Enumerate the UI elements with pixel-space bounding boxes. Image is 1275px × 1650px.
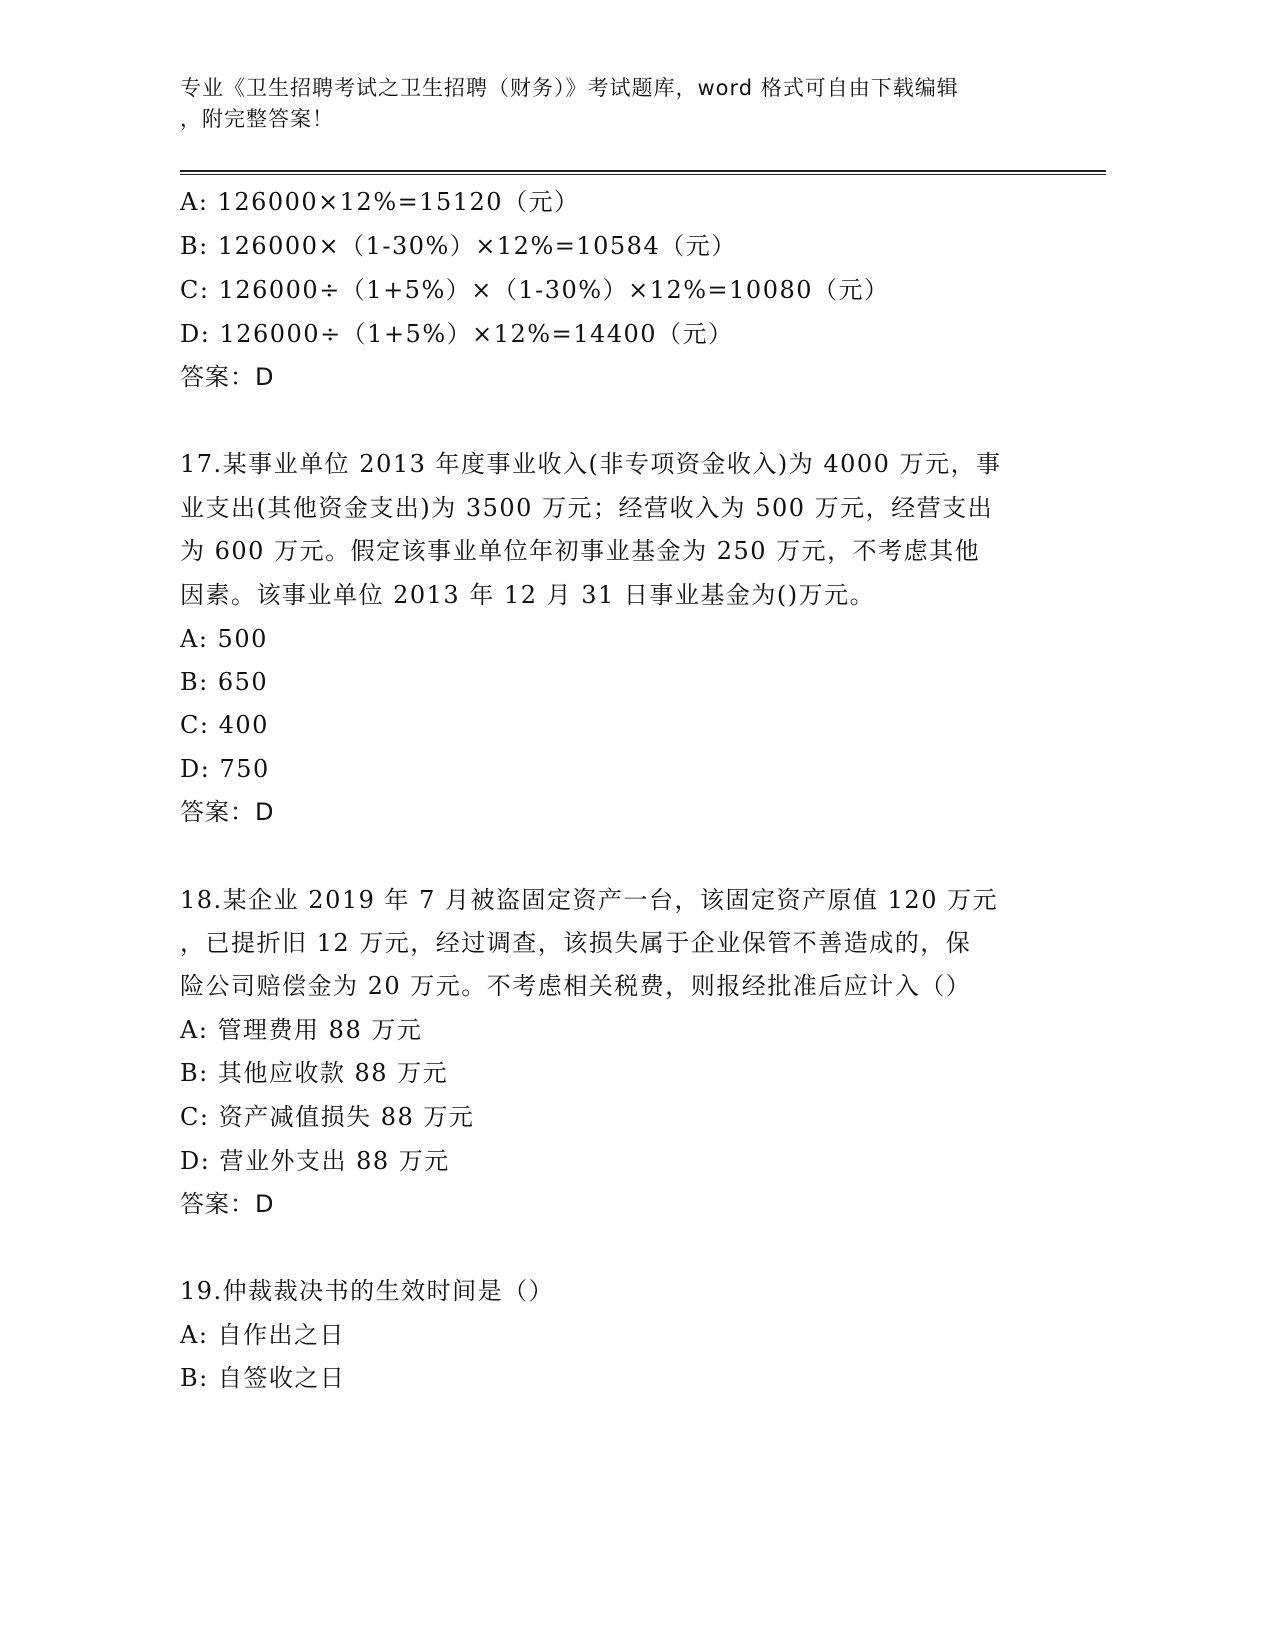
q19-stem-line-1: 19.仲裁裁决书的生效时间是（） [180, 1277, 555, 1305]
q16-answer: 答案：D [180, 363, 275, 391]
header-divider [180, 170, 1106, 175]
q16-option-c: C: 126000÷（1+5%）×（1-30%）×12%=10080（元） [180, 276, 890, 304]
q17-stem-line-4: 因素。该事业单位 2013 年 12 月 31 日事业基金为()万元。 [180, 581, 876, 609]
q16-option-b: B: 126000×（1-30%）×12%=10584（元） [180, 232, 737, 260]
q18-stem-line-3: 险公司赔偿金为 20 万元。不考虑相关税费，则报经批准后应计入（） [180, 972, 972, 1000]
document-header [180, 73, 1040, 135]
q17-answer: 答案：D [180, 798, 275, 826]
q16-option-d: D: 126000÷（1+5%）×12%=14400（元） [180, 320, 734, 348]
q18-stem-line-1: 18.某企业 2019 年 7 月被盗固定资产一台，该固定资产原值 120 万元 [180, 886, 999, 914]
q18-answer: 答案：D [180, 1190, 275, 1218]
q17-option-c: C: 400 [180, 711, 269, 739]
q16-option-a: A: 126000×12%=15120（元） [180, 188, 580, 216]
q18-stem-line-2: ，已提折旧 12 万元，经过调查，该损失属于企业保管不善造成的，保 [180, 929, 972, 957]
q17-option-d: D: 750 [180, 755, 270, 783]
q17-stem-line-2: 业支出(其他资金支出)为 3500 万元；经营收入为 500 万元，经营支出 [180, 494, 994, 522]
header-title-line-1: 专业《卫生招聘考试之卫生招聘（财务）》考试题库，word 格式可自由下载编辑 [180, 76, 959, 100]
q17-stem-line-1: 17.某事业单位 2013 年度事业收入(非专项资金收入)为 4000 万元，事 [180, 450, 1002, 478]
q19-option-a: A: 自作出之日 [180, 1321, 346, 1349]
q17-stem-line-3: 为 600 万元。假定该事业单位年初事业基金为 250 万元，不考虑其他 [180, 537, 981, 565]
q18-option-b: B: 其他应收款 88 万元 [180, 1059, 449, 1087]
header-title-line-2: ，附完整答案！ [180, 107, 334, 131]
q19-option-b: B: 自签收之日 [180, 1364, 346, 1392]
q17-option-a: A: 500 [180, 625, 268, 653]
q18-option-d: D: 营业外支出 88 万元 [180, 1147, 450, 1175]
q18-option-a: A: 管理费用 88 万元 [180, 1016, 423, 1044]
q17-option-b: B: 650 [180, 668, 269, 696]
q18-option-c: C: 资产减值损失 88 万元 [180, 1103, 475, 1131]
